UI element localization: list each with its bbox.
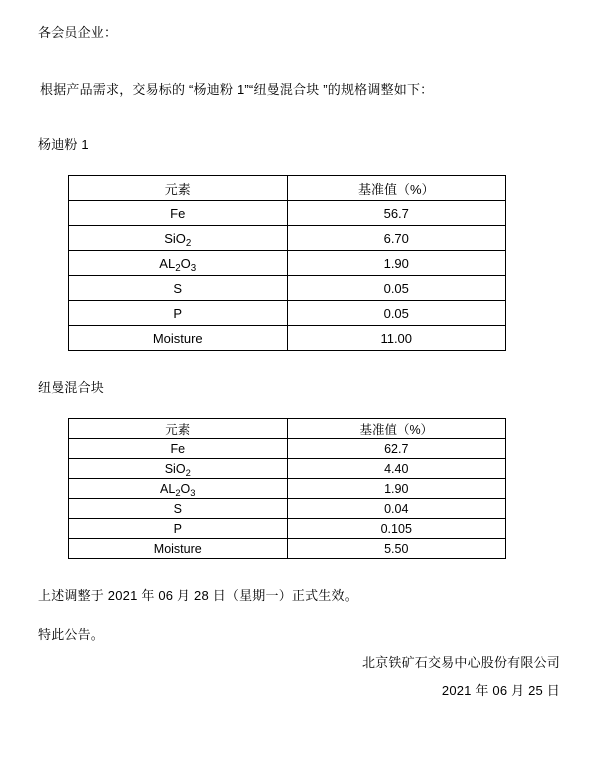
- cell-element-subscript-2: 3: [190, 487, 196, 498]
- signature-block: [362, 649, 560, 705]
- table-row: [69, 301, 506, 326]
- cell-element-subscript: 2: [175, 262, 181, 274]
- table-header-row: [69, 176, 506, 201]
- cell-element-text: AL: [160, 481, 176, 496]
- cell-element-subscript: 2: [175, 487, 181, 498]
- cell-value: 5.50: [287, 539, 506, 559]
- cell-element: [69, 479, 288, 499]
- section-title-newman-lump: 纽曼混合块: [38, 380, 105, 395]
- table-row: [69, 251, 506, 276]
- spec-table-yangdi-fines: [68, 175, 506, 351]
- cell-element: [69, 459, 288, 479]
- table-row: [69, 459, 506, 479]
- cell-value: 0.04: [287, 499, 506, 519]
- cell-value: 0.05: [287, 276, 506, 301]
- cell-element-subscript: 2: [185, 237, 192, 249]
- spec-table-newman-lump: [68, 418, 506, 559]
- salutation: 各会员企业：: [38, 25, 118, 40]
- cell-value: 11.00: [287, 326, 506, 351]
- cell-element: Fe: [69, 439, 288, 459]
- table-header-row: [69, 419, 506, 439]
- section-title-yangdi-fines: 杨迪粉 1: [38, 137, 89, 152]
- cell-element: P: [69, 519, 288, 539]
- notice-closing: 特此公告。: [38, 627, 105, 642]
- cell-element: Moisture: [69, 539, 288, 559]
- signer-name: 北京铁矿石交易中心股份有限公司: [361, 655, 560, 670]
- cell-value: 0.105: [287, 519, 506, 539]
- table-row: [69, 201, 506, 226]
- cell-value: 6.70: [287, 226, 506, 251]
- column-header-element: 元素: [69, 176, 288, 201]
- column-header-benchmark: 基准值（%）: [287, 176, 506, 201]
- table-row: [69, 499, 506, 519]
- column-header-benchmark: 基准值（%）: [287, 419, 506, 439]
- cell-value: 0.05: [287, 301, 506, 326]
- cell-element: Fe: [69, 201, 288, 226]
- cell-element-text: AL: [159, 255, 176, 271]
- cell-value: 4.40: [287, 459, 506, 479]
- column-header-element: 元素: [69, 419, 288, 439]
- cell-element-subscript-2: 3: [190, 262, 197, 274]
- cell-element: [69, 226, 288, 251]
- cell-element-text: SiO: [164, 230, 186, 246]
- cell-element-tail: O: [180, 255, 191, 271]
- cell-element-text: SiO: [164, 461, 186, 476]
- table-row: [69, 326, 506, 351]
- table-row: [69, 276, 506, 301]
- table-row: [69, 226, 506, 251]
- cell-element: [69, 251, 288, 276]
- signature-date: 2021 年 06 月 25 日: [441, 683, 560, 698]
- table-row: [69, 519, 506, 539]
- intro-paragraph: 根据产品需求，交易标的 “杨迪粉 1”“纽曼混合块 ”的规格调整如下：: [40, 82, 434, 97]
- effective-date-paragraph: 上述调整于 2021 年 06 月 28 日（星期一）正式生效。: [38, 588, 358, 603]
- cell-value: 56.7: [287, 201, 506, 226]
- cell-value: 1.90: [287, 479, 506, 499]
- cell-value: 1.90: [287, 251, 506, 276]
- document-page: [0, 22, 600, 763]
- cell-element: S: [69, 276, 288, 301]
- table-row: [69, 539, 506, 559]
- table-row: [69, 439, 506, 459]
- cell-element: Moisture: [69, 326, 288, 351]
- cell-element-subscript: 2: [185, 467, 191, 478]
- cell-element: P: [69, 301, 288, 326]
- cell-element-tail: O: [180, 481, 191, 496]
- cell-element: S: [69, 499, 288, 519]
- table-row: [69, 479, 506, 499]
- cell-value: 62.7: [287, 439, 506, 459]
